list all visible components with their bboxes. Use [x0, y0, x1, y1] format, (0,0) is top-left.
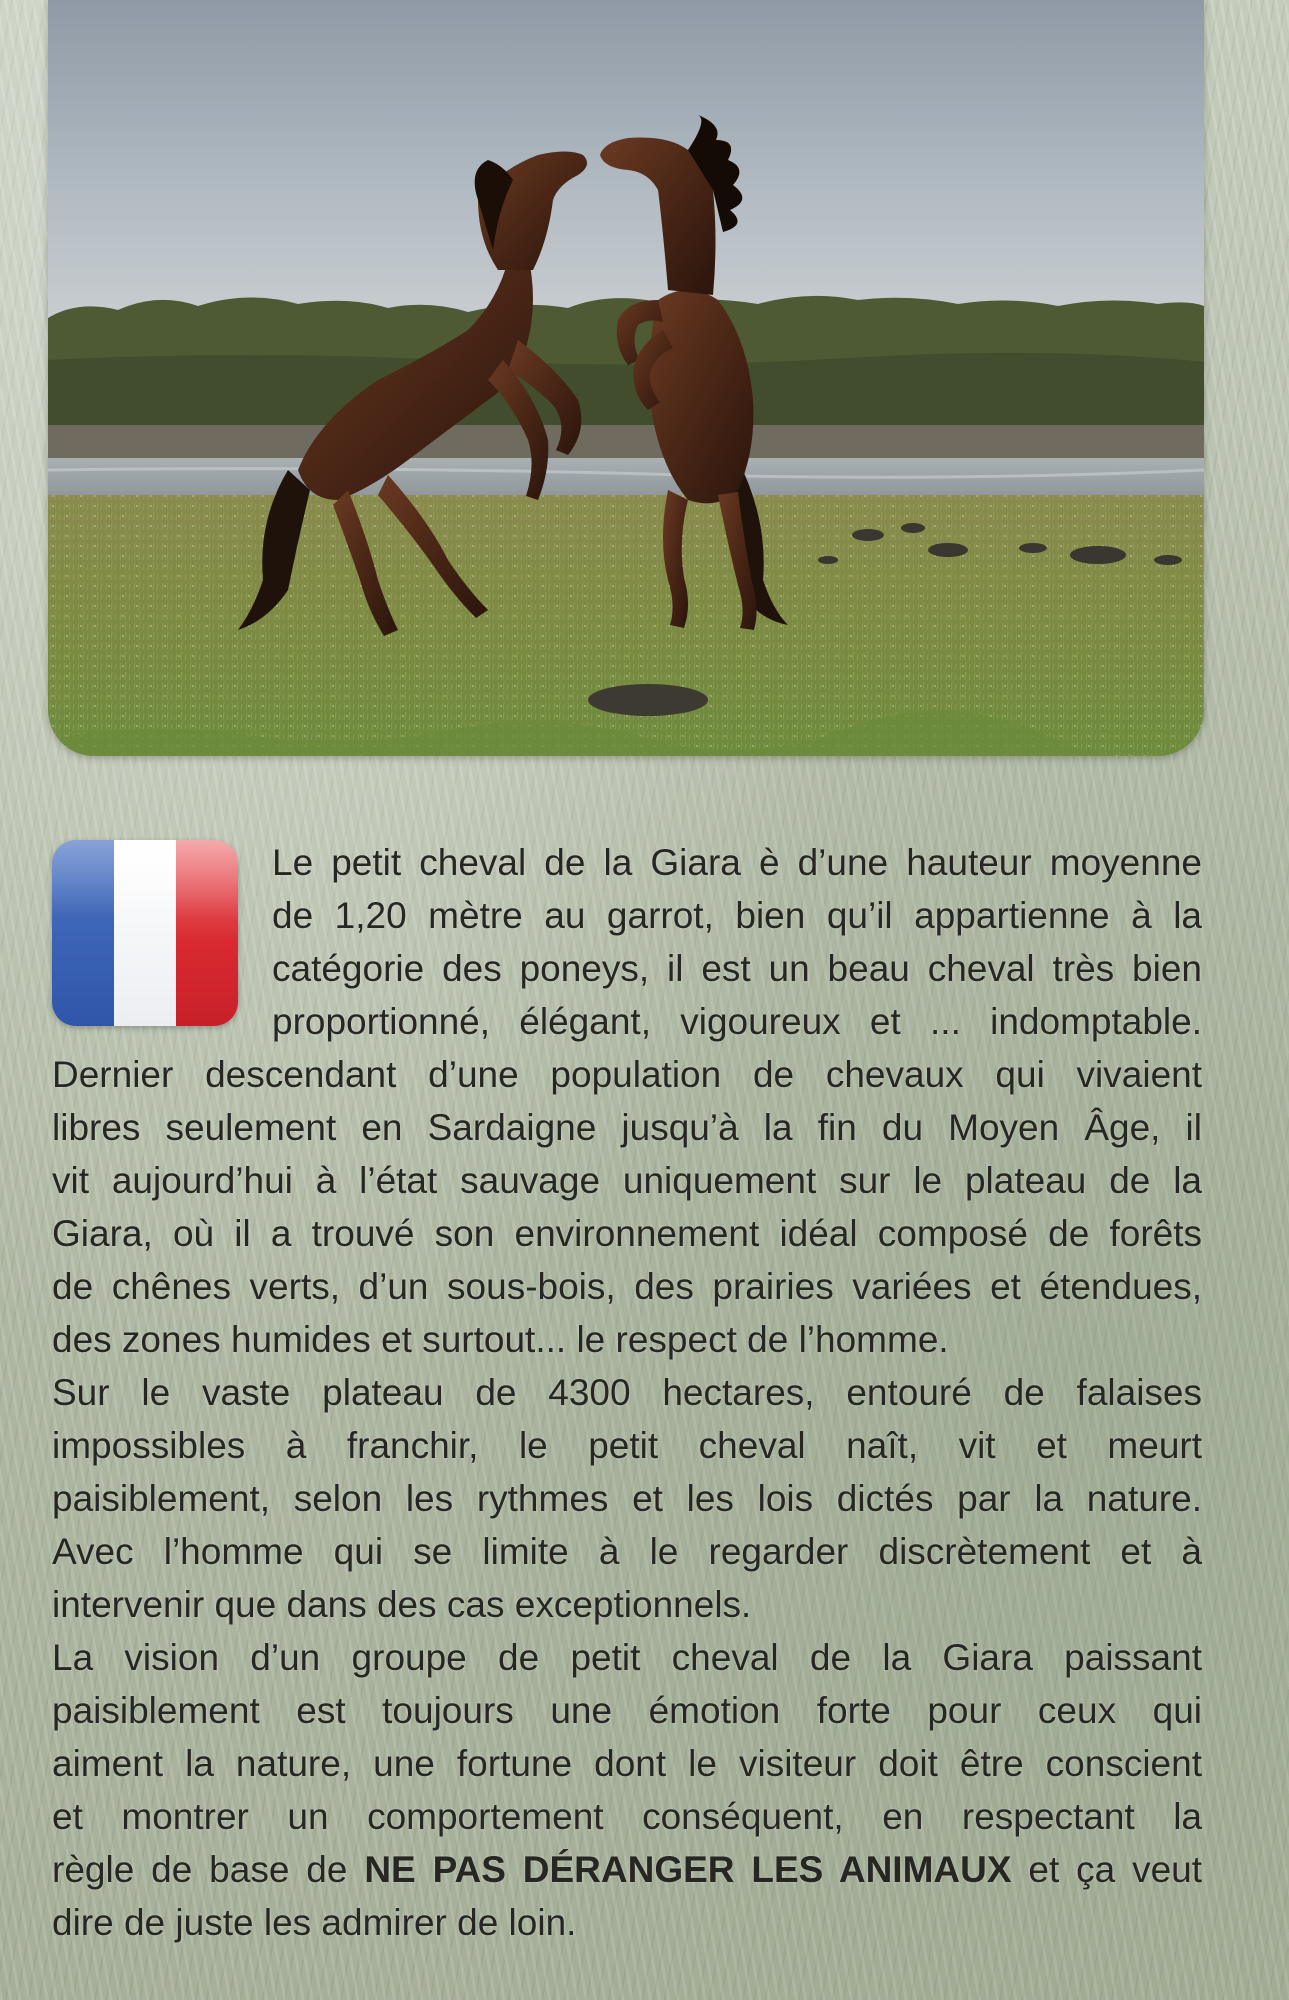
text-line: paisiblement est toujours une émotion forte pour ceux qui [52, 1690, 1202, 1731]
text-fragment: et ça veut [1011, 1849, 1202, 1890]
text-line: La vision d’un groupe de petit cheval de la Giara paissant [52, 1637, 1202, 1678]
text-line: vit aujourd’hui à l’état sauvage uniquement sur le plateau de la [52, 1160, 1202, 1201]
paragraph-respect [52, 1631, 1202, 1949]
flag-red-band [176, 840, 238, 1026]
text-line: intervenir que dans des cas exceptionnels. [52, 1584, 752, 1625]
text-line: Giara, où il a trouvé son environnement idéal composé de forêts [52, 1213, 1202, 1254]
text-line: Sur le vaste plateau de 4300 hectares, entouré de falaises [52, 1372, 1202, 1413]
text-line: impossibles à franchir, le petit cheval naît, vit et meurt [52, 1425, 1202, 1466]
paragraph-habitat [52, 1048, 1202, 1366]
text-line: Avec l’homme qui se limite à le regarder discrètement et à [52, 1531, 1202, 1572]
intro-paragraph [272, 836, 1202, 1048]
two-rearing-horses-icon [48, 0, 1204, 756]
intro-line: de 1,20 mètre au garrot, bien qu’il appartienne à la [272, 895, 1202, 936]
flag-blue-band [52, 840, 114, 1026]
paragraph-plateau [52, 1366, 1202, 1631]
text-line-with-warning [52, 1843, 1202, 1896]
warning-text: NE PAS DÉRANGER LES ANIMAUX [364, 1849, 1012, 1890]
intro-line: proportionné, élégant, vigoureux et ... indomptable. [272, 1001, 1202, 1042]
text-line: de chênes verts, d’un sous-bois, des prairies variées et étendues, [52, 1266, 1202, 1307]
intro-line: Le petit cheval de la Giara è d’une hauteur moyenne [272, 842, 1202, 883]
text-fragment: règle de base de [52, 1849, 365, 1890]
flag-white-band [114, 840, 176, 1026]
text-line: et montrer un comportement conséquent, en respectant la [52, 1796, 1202, 1837]
text-line: des zones humides et surtout... le respect de l’homme. [52, 1319, 949, 1360]
intro-line: catégorie des poneys, il est un beau cheval très bien [272, 948, 1202, 989]
horses-photo [48, 0, 1204, 756]
text-line: dire de juste les admirer de loin. [52, 1902, 577, 1943]
france-flag-icon [52, 840, 238, 1026]
text-line: libres seulement en Sardaigne jusqu’à la fin du Moyen Âge, il [52, 1107, 1202, 1148]
text-line: aiment la nature, une fortune dont le visiteur doit être conscient [52, 1743, 1202, 1784]
text-line: paisiblement, selon les rythmes et les lois dictés par la nature. [52, 1478, 1202, 1519]
text-line: Dernier descendant d’une population de chevaux qui vivaient [52, 1054, 1202, 1095]
main-text [52, 1048, 1202, 1949]
